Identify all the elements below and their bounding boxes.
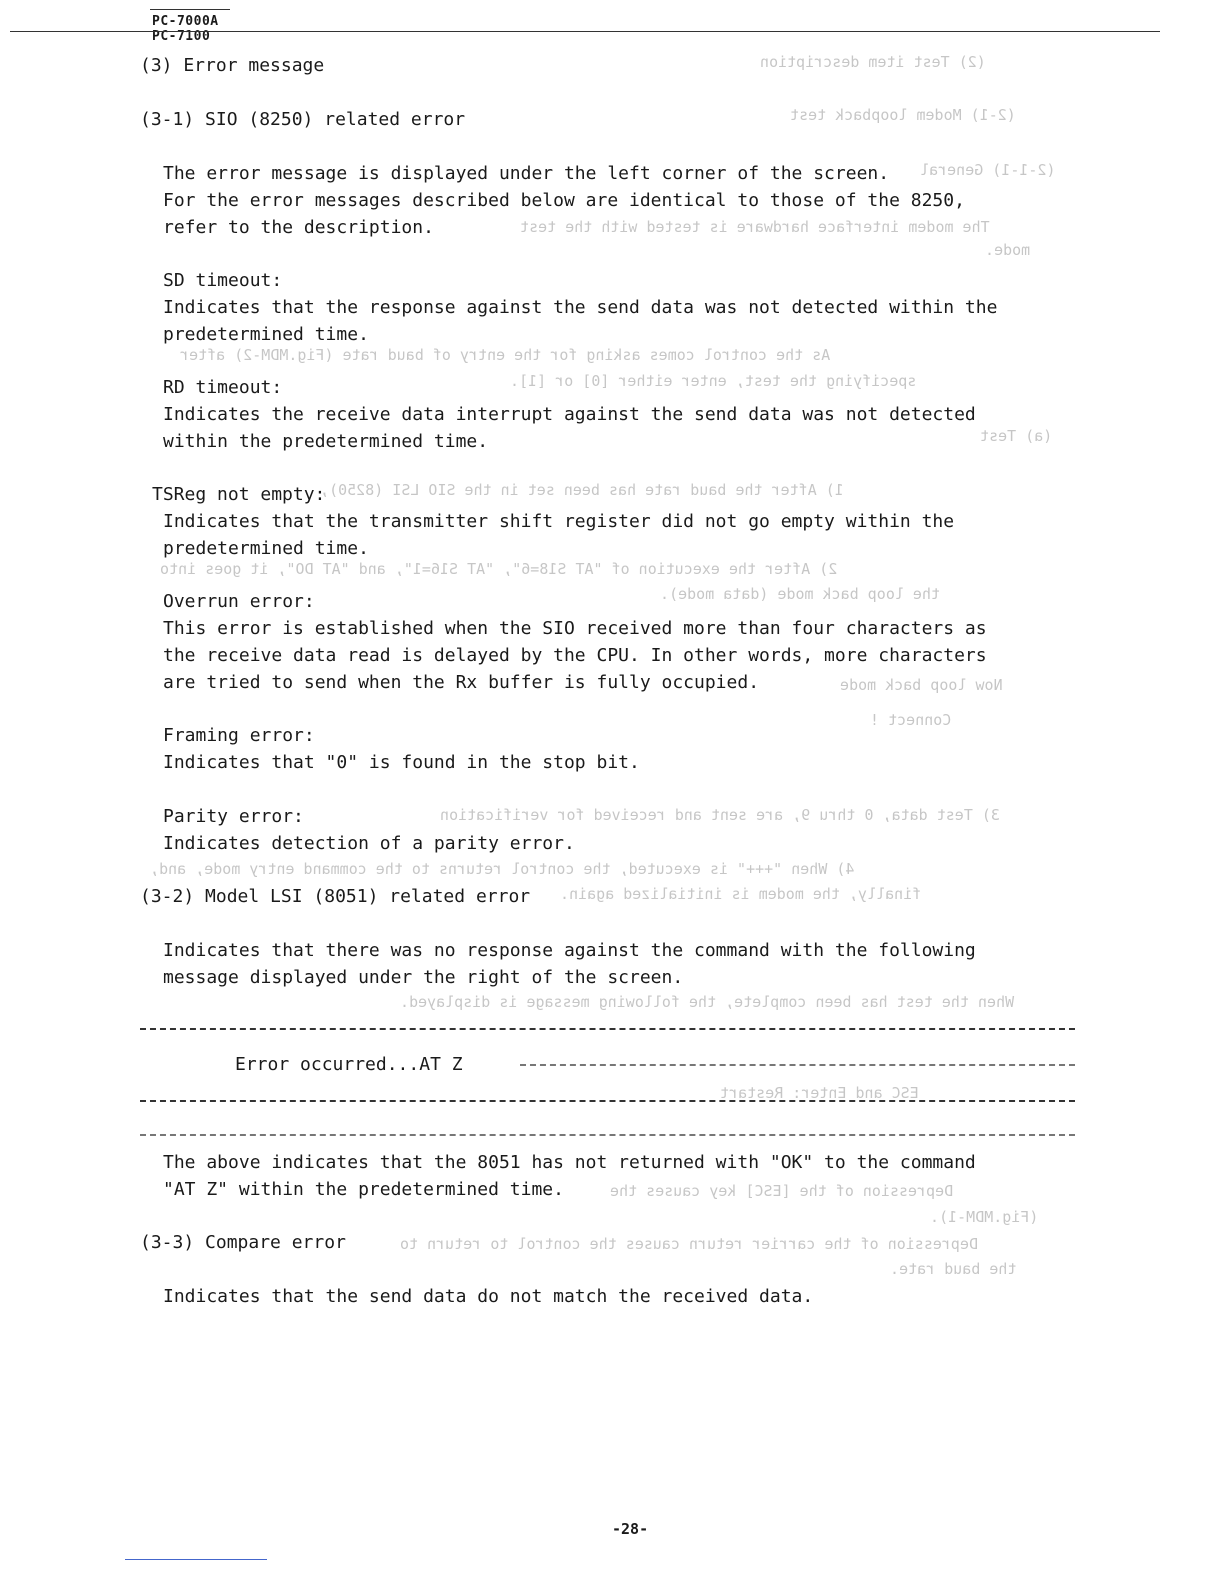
compare-line: Indicates that the send data do not match the received data. — [163, 1286, 814, 1307]
header-rule — [10, 31, 1160, 32]
show-through-text: the loop back mode (data mode). — [660, 585, 940, 603]
show-through-text: (a) Test — [980, 427, 1053, 445]
sio-intro-line: The error message is displayed under the left corner of the screen. — [163, 163, 890, 184]
framing-line: Indicates that "0" is found in the stop bit. — [163, 752, 640, 773]
lsi-after-line: The above indicates that the 8051 has not returned with "OK" to the command — [163, 1152, 976, 1173]
rd-timeout-line: within the predetermined time. — [163, 431, 489, 452]
page-number: -28- — [612, 1520, 649, 1538]
sd-timeout-line: Indicates that the response against the send data was not detected within the — [163, 297, 998, 318]
overrun-title: Overrun error: — [163, 591, 315, 612]
overrun-line: This error is established when the SIO received more than four characters as — [163, 618, 987, 639]
parity-title: Parity error: — [163, 806, 304, 827]
show-through-text: When the test has been complete, the following message is displayed. — [400, 993, 1015, 1011]
rd-timeout-title: RD timeout: — [163, 377, 283, 398]
lsi-after-line: "AT Z" within the predetermined time. — [163, 1179, 564, 1200]
header-model-a: PC-7000A — [152, 14, 219, 29]
header-top-rule — [150, 9, 230, 10]
framing-title: Framing error: — [163, 725, 315, 746]
show-through-text: Now loop back mode — [840, 676, 1003, 694]
section-heading-compare: (3-3) Compare error — [140, 1232, 346, 1253]
show-through-text: (2-1) Modem loopback test — [790, 106, 1016, 124]
rd-timeout-line: Indicates the receive data interrupt against the send data was not detected — [163, 404, 976, 425]
tsreg-title: TSReg not empty: — [152, 484, 326, 505]
show-through-text: mode. — [985, 241, 1031, 259]
section-heading-sio: (3-1) SIO (8250) related error — [140, 109, 466, 130]
screen-box-bottom-border — [140, 1100, 1075, 1102]
sd-timeout-line: predetermined time. — [163, 324, 369, 345]
show-through-text: the baud rate. — [890, 1260, 1017, 1278]
overrun-line: the receive data read is delayed by the CPU. In other words, more characters — [163, 645, 987, 666]
sd-timeout-title: SD timeout: — [163, 270, 283, 291]
tsreg-line: Indicates that the transmitter shift register did not go empty within the — [163, 511, 955, 532]
show-through-text: Connect ! — [870, 711, 952, 729]
show-through-text: (2) Test item description — [760, 53, 986, 71]
show-through-text: finally, the modem is initialized again. — [560, 885, 922, 903]
show-through-text: (2-1-1) General — [920, 161, 1056, 179]
show-through-text: ESC and Enter: Restart — [720, 1084, 919, 1102]
section-heading-error-message: (3) Error message — [140, 55, 325, 76]
screen-box-top-border — [140, 1028, 1075, 1030]
section-heading-lsi: (3-2) Model LSI (8051) related error — [140, 886, 531, 907]
screen-box-message-row — [520, 1064, 1075, 1066]
show-through-text: 1) After the baud rate has been set in the SIO LSI (8250), — [320, 481, 844, 499]
tsreg-line: predetermined time. — [163, 538, 369, 559]
sio-intro-line: For the error messages described below are identical to those of the 8250, — [163, 190, 965, 211]
show-through-text: As the control comes asking for the entry of baud rate (Fig.MDM-2) after — [180, 346, 831, 364]
sio-intro-line: refer to the description. — [163, 217, 434, 238]
footer-rule — [125, 1559, 267, 1560]
show-through-text: 2) After the execution of "AT S18=6", "AT S16=1", and "AT DO", it goes into — [160, 560, 838, 578]
show-through-text: Depression of the carrier return causes the control to return to — [400, 1235, 978, 1253]
show-through-text: (Fig.MDM-1). — [930, 1208, 1039, 1226]
lsi-line: Indicates that there was no response against the command with the following — [163, 940, 976, 961]
lsi-line: message displayed under the right of the screen. — [163, 967, 684, 988]
parity-line: Indicates detection of a parity error. — [163, 833, 575, 854]
show-through-text: 3) Test data, 0 thru 9, are sent and received for verification — [440, 806, 1000, 824]
show-through-text: Depression of the [ESC] key causes the — [610, 1182, 954, 1200]
overrun-line: are tried to send when the Rx buffer is fully occupied. — [163, 672, 760, 693]
show-through-text: The modem interface hardware is tested with the test — [520, 218, 990, 236]
screen-error-message: Error occurred...AT Z — [235, 1051, 469, 1078]
screen-box-edge — [140, 1134, 1075, 1136]
header-model-b: PC-7100 — [152, 29, 211, 44]
show-through-text: 4) When "+++" is executed, the control returns to the command entry mode, and, — [150, 860, 855, 878]
show-through-text: specifying the test, enter either [0] or [1]. — [510, 372, 917, 390]
